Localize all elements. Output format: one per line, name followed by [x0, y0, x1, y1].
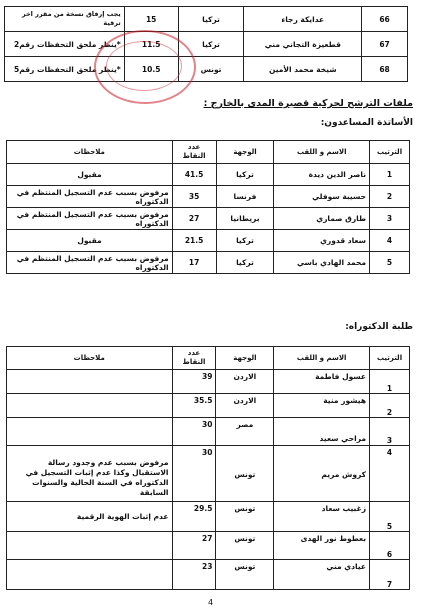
- table-row: [7, 370, 410, 394]
- name-cell: قطعيزة التجاني مني: [244, 32, 362, 57]
- destination-cell: فرنسا: [216, 186, 274, 208]
- score-cell: 35: [172, 186, 216, 208]
- note-cell: مرفوض بسبب عدم التسجيل المنتظم في الدكتوراه: [7, 208, 173, 230]
- rank-cell: 68: [362, 57, 408, 82]
- score-cell: 17: [172, 252, 216, 274]
- score-cell: 15: [124, 7, 178, 32]
- table-row: [5, 57, 408, 82]
- rank-cell: 3: [370, 208, 410, 230]
- note-cell: *ينظر ملحق التحفظات رقم5: [5, 57, 125, 82]
- name-cell: عسول فاطمة: [274, 370, 370, 394]
- name-cell: كروش مريم: [274, 446, 370, 502]
- name-cell: زغبيب سعاد: [274, 502, 370, 532]
- score-cell: 29.5: [172, 502, 216, 532]
- table-header-row: [7, 347, 410, 370]
- destination-cell: تونس: [178, 57, 244, 82]
- score-cell: 35.5: [172, 394, 216, 418]
- header-rank: الترتيب: [370, 347, 410, 370]
- score-cell: 27: [172, 208, 216, 230]
- score-cell: 30: [172, 446, 216, 502]
- name-cell: عدايكة رجاء: [244, 7, 362, 32]
- note-cell: عدم إثبات الهوية الرقمية: [7, 502, 173, 532]
- name-cell: بعطوط نور الهدى: [274, 532, 370, 560]
- header-name: الاسم و اللقب: [274, 141, 370, 164]
- rank-cell: 2: [370, 186, 410, 208]
- table-row: [7, 560, 410, 590]
- header-score: عدد النقاط: [172, 141, 216, 164]
- name-cell: محمد الهادي باسي: [274, 252, 370, 274]
- note-cell: مرفوض بسبب عدم وجدود رسالة الاستقبال وكذا عدم إثبات التسجيل في الدكتوراه في السنة الحالية والسنوات السابقة: [7, 446, 173, 502]
- destination-cell: الاردن: [216, 394, 274, 418]
- table-row: [7, 230, 410, 252]
- table-row: [7, 208, 410, 230]
- doctoral-heading: طلبة الدكتوراه:: [345, 322, 413, 332]
- name-cell: عيادي مني: [274, 560, 370, 590]
- table-row: [7, 394, 410, 418]
- header-destination: الوجهة: [216, 141, 274, 164]
- table-row: [7, 502, 410, 532]
- rank-cell: 1: [370, 164, 410, 186]
- destination-cell: بريطانيا: [216, 208, 274, 230]
- rank-cell: 2: [370, 394, 410, 418]
- score-cell: 27: [172, 532, 216, 560]
- score-cell: 21.5: [172, 230, 216, 252]
- destination-cell: تونس: [216, 502, 274, 532]
- rank-cell: 66: [362, 7, 408, 32]
- table-row: [7, 164, 410, 186]
- table-row: [7, 186, 410, 208]
- name-cell: شيخة محمد الأمين: [244, 57, 362, 82]
- header-notes: ملاحظات: [7, 141, 173, 164]
- note-cell: يجب إرفاق نسخة من مقرر اخر ترقية: [5, 7, 125, 32]
- destination-cell: تونس: [216, 532, 274, 560]
- page-number: 4: [207, 598, 214, 607]
- rank-cell: 7: [370, 560, 410, 590]
- name-cell: حسيبة سوفلي: [274, 186, 370, 208]
- note-cell: [7, 532, 173, 560]
- rank-cell: 3: [370, 418, 410, 446]
- table-row: [5, 7, 408, 32]
- header-rank: الترتيب: [370, 141, 410, 164]
- header-notes: ملاحظات: [7, 347, 173, 370]
- destination-cell: تركيا: [216, 230, 274, 252]
- name-cell: طارق صماري: [274, 208, 370, 230]
- rank-cell: 4: [370, 446, 410, 502]
- score-cell: 23: [172, 560, 216, 590]
- note-cell: *ينظر ملحق التحفظات رقم2: [5, 32, 125, 57]
- professors-heading: الأساتذة المساعدون:: [320, 118, 413, 128]
- note-cell: [7, 560, 173, 590]
- table-header-row: [7, 141, 410, 164]
- table-row: [7, 418, 410, 446]
- table-row: [7, 446, 410, 502]
- destination-cell: الاردن: [216, 370, 274, 394]
- score-cell: 39: [172, 370, 216, 394]
- note-cell: [7, 370, 173, 394]
- name-cell: سعاد قدوري: [274, 230, 370, 252]
- table-row: [5, 32, 408, 57]
- name-cell: هيشور منية: [274, 394, 370, 418]
- note-cell: مقبول: [7, 230, 173, 252]
- table-row: [7, 532, 410, 560]
- header-destination: الوجهة: [216, 347, 274, 370]
- rank-cell: 6: [370, 532, 410, 560]
- score-cell: 30: [172, 418, 216, 446]
- destination-cell: تركيا: [178, 32, 244, 57]
- rank-cell: 4: [370, 230, 410, 252]
- table-row: [7, 252, 410, 274]
- section-heading: ملفات الترشح لحركية قصيرة المدى بالخارج :: [203, 98, 413, 109]
- name-cell: مراحي سعيد: [274, 418, 370, 446]
- note-cell: مقبول: [7, 164, 173, 186]
- doctoral-table: [6, 346, 410, 590]
- header-name: الاسم و اللقب: [274, 347, 370, 370]
- rank-cell: 67: [362, 32, 408, 57]
- top-table: [4, 6, 408, 82]
- rank-cell: 1: [370, 370, 410, 394]
- destination-cell: تونس: [216, 446, 274, 502]
- professors-table: [6, 140, 410, 274]
- header-score: عدد النقاط: [172, 347, 216, 370]
- destination-cell: تونس: [216, 560, 274, 590]
- destination-cell: مصر: [216, 418, 274, 446]
- destination-cell: تركيا: [216, 252, 274, 274]
- score-cell: 10.5: [124, 57, 178, 82]
- score-cell: 41.5: [172, 164, 216, 186]
- destination-cell: تركيا: [216, 164, 274, 186]
- name-cell: ناصر الدين ديدة: [274, 164, 370, 186]
- destination-cell: تركيا: [178, 7, 244, 32]
- note-cell: مرفوض بسبب عدم التسجيل المنتظم في الدكتوراه: [7, 252, 173, 274]
- score-cell: 11.5: [124, 32, 178, 57]
- note-cell: [7, 418, 173, 446]
- note-cell: [7, 394, 173, 418]
- rank-cell: 5: [370, 252, 410, 274]
- rank-cell: 5: [370, 502, 410, 532]
- note-cell: مرفوض بسبب عدم التسجيل المنتظم في الدكتوراه: [7, 186, 173, 208]
